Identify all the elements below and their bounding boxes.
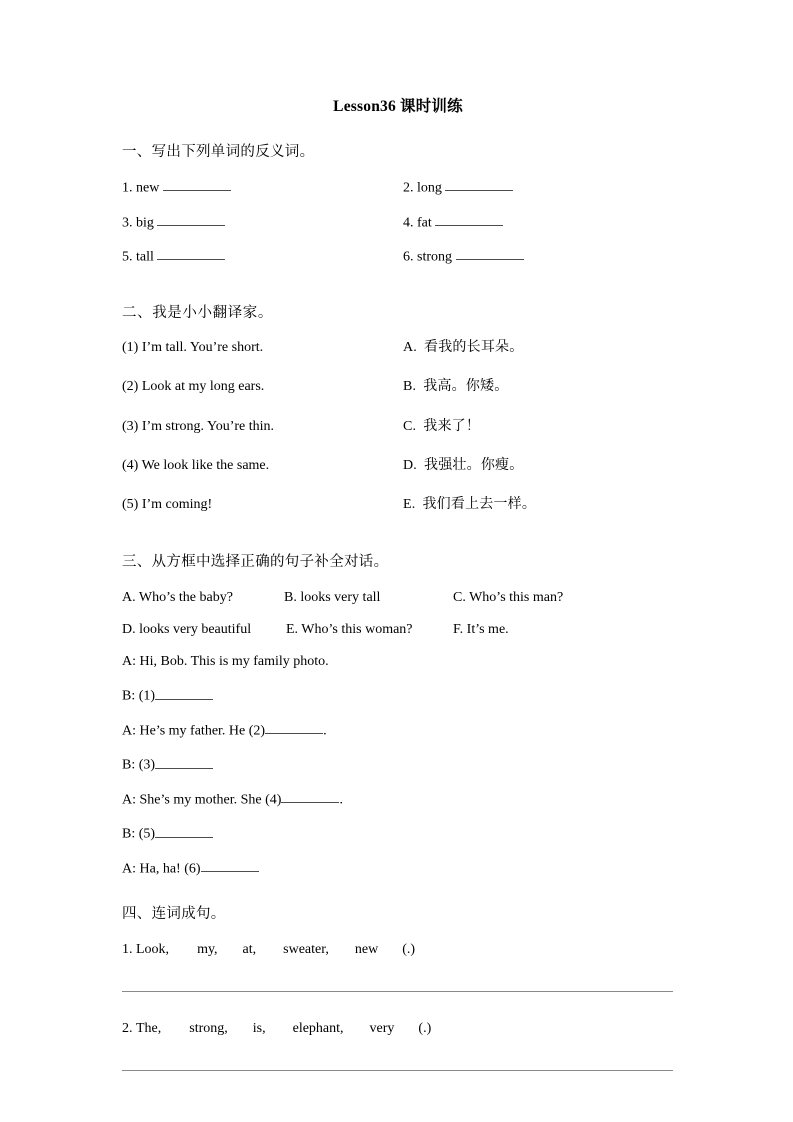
antonym-item-2	[403, 178, 674, 198]
match-marker-c: C.	[403, 418, 417, 434]
match-english-4[interactable]: (4) We look like the same.	[122, 457, 270, 473]
option-b[interactable]: B. looks very tall	[284, 589, 381, 605]
scramble-item-1	[122, 941, 674, 959]
antonym-number: 4.	[403, 214, 417, 230]
dialogue-line-intro	[122, 653, 674, 671]
match-english-5[interactable]: (5) I’m coming!	[122, 496, 213, 512]
dialogue-text: B: (1)	[122, 688, 156, 704]
dialogue-text-post: .	[323, 723, 327, 739]
match-chinese-e[interactable]	[403, 496, 674, 514]
antonym-item-5	[122, 247, 403, 267]
dialogue-text: B: (3)	[122, 757, 156, 773]
antonym-word: fat	[417, 214, 432, 230]
dialogue-line-4	[122, 790, 674, 810]
antonym-word: long	[417, 180, 442, 196]
scramble-item-2	[122, 1020, 674, 1038]
match-chinese-text: 我来了！	[423, 418, 481, 434]
dialogue-blank-3[interactable]	[155, 755, 213, 768]
dialogue-line-6	[122, 859, 674, 879]
spacer	[122, 282, 674, 304]
section-heading-translation: 二、我是小小翻译家。	[122, 304, 273, 321]
antonym-blank-4[interactable]	[435, 213, 503, 226]
match-chinese-d[interactable]	[403, 457, 674, 475]
spacer	[122, 535, 674, 553]
scramble-number: 1.	[122, 941, 136, 957]
scramble-punctuation: (.)	[418, 1021, 432, 1037]
match-english-1[interactable]: (1) I’m tall. You’re short.	[122, 340, 264, 356]
section-heading-scramble: 四、连词成句。	[122, 906, 226, 923]
scramble-word: is,	[252, 1021, 266, 1037]
scramble-word: new	[354, 941, 379, 957]
dialogue-text-post: .	[339, 792, 343, 808]
antonym-blank-2[interactable]	[445, 178, 513, 191]
scramble-word: at,	[242, 941, 257, 957]
antonym-word: strong	[417, 249, 452, 265]
match-english-2[interactable]: (2) Look at my long ears.	[122, 379, 265, 395]
scramble-word: The,	[136, 1021, 162, 1037]
antonym-number: 2.	[403, 180, 417, 196]
match-chinese-text: 看我的长耳朵。	[424, 340, 524, 356]
dialogue-blank-5[interactable]	[155, 824, 213, 837]
dialogue-line-2	[122, 721, 674, 741]
dialogue-text: A: Hi, Bob. This is my family photo.	[122, 654, 329, 670]
antonym-word: big	[136, 214, 154, 230]
antonym-number: 1.	[122, 180, 136, 196]
worksheet-content	[122, 98, 674, 1071]
dialogue-text: A: She’s my mother. She (4)	[122, 792, 282, 808]
antonym-row	[122, 247, 674, 267]
match-english-3[interactable]: (3) I’m strong. You’re thin.	[122, 418, 275, 434]
antonym-item-4	[403, 213, 674, 233]
antonym-row	[122, 213, 674, 233]
match-chinese-text: 我们看上去一样。	[422, 496, 537, 512]
match-chinese-b[interactable]	[403, 378, 674, 396]
dialogue-text: A: He’s my father. He (2)	[122, 723, 266, 739]
scramble-word: Look,	[136, 941, 170, 957]
scramble-word: very	[369, 1021, 395, 1037]
dialogue-blank-2[interactable]	[265, 721, 323, 734]
option-d[interactable]: D. looks very beautiful	[122, 621, 252, 637]
scramble-number: 2.	[122, 1021, 136, 1037]
antonym-blank-1[interactable]	[163, 178, 231, 191]
match-chinese-text: 我高。你矮。	[423, 379, 509, 395]
scramble-word: elephant,	[292, 1021, 344, 1037]
spacer	[122, 992, 674, 1020]
match-row	[122, 496, 674, 514]
dialogue-text: B: (5)	[122, 826, 156, 842]
scramble-punctuation: (.)	[402, 941, 416, 957]
option-c[interactable]: C. Who’s this man?	[453, 589, 564, 605]
antonym-item-1	[122, 178, 403, 198]
antonym-blank-5[interactable]	[157, 247, 225, 260]
match-row	[122, 457, 674, 475]
match-row	[122, 418, 674, 436]
match-marker-d: D.	[403, 457, 418, 473]
option-f[interactable]: F. It’s me.	[453, 621, 509, 637]
match-marker-a: A.	[403, 340, 418, 356]
antonym-blank-6[interactable]	[456, 247, 524, 260]
dialogue-blank-4[interactable]	[281, 790, 339, 803]
scramble-word: sweater,	[283, 941, 329, 957]
page-title: Lesson36 课时训练	[333, 98, 463, 115]
scramble-word: strong,	[189, 1021, 228, 1037]
option-bank-row-1	[122, 589, 674, 607]
antonym-number: 5.	[122, 249, 136, 265]
match-row	[122, 378, 674, 396]
spacer	[122, 893, 674, 905]
antonym-word: new	[136, 180, 160, 196]
match-chinese-text: 我强壮。你瘦。	[424, 457, 524, 473]
antonym-number: 3.	[122, 214, 136, 230]
match-marker-b: B.	[403, 379, 417, 395]
scramble-word: my,	[197, 941, 218, 957]
answer-line-2[interactable]	[122, 1070, 673, 1071]
antonym-row	[122, 178, 674, 198]
dialogue-line-5	[122, 824, 674, 844]
match-row	[122, 339, 674, 357]
option-bank-row-2	[122, 621, 674, 639]
match-chinese-c[interactable]	[403, 418, 674, 436]
option-a[interactable]: A. Who’s the baby?	[122, 589, 233, 605]
antonym-blank-3[interactable]	[157, 213, 225, 226]
dialogue-blank-6[interactable]	[201, 859, 259, 872]
dialogue-blank-1[interactable]	[155, 686, 213, 699]
antonym-item-6	[403, 247, 674, 267]
dialogue-line-3	[122, 755, 674, 775]
match-marker-e: E.	[403, 496, 416, 512]
match-chinese-a[interactable]	[403, 339, 674, 357]
dialogue-text: A: Ha, ha! (6)	[122, 861, 201, 877]
antonym-number: 6.	[403, 249, 417, 265]
antonym-item-3	[122, 213, 403, 233]
section-heading-dialogue: 三、从方框中选择正确的句子补全对话。	[122, 554, 389, 571]
dialogue-line-1	[122, 686, 674, 706]
option-e[interactable]: E. Who’s this woman?	[286, 621, 413, 637]
antonym-word: tall	[136, 249, 154, 265]
section-heading-antonyms: 一、写出下列单词的反义词。	[122, 143, 315, 160]
